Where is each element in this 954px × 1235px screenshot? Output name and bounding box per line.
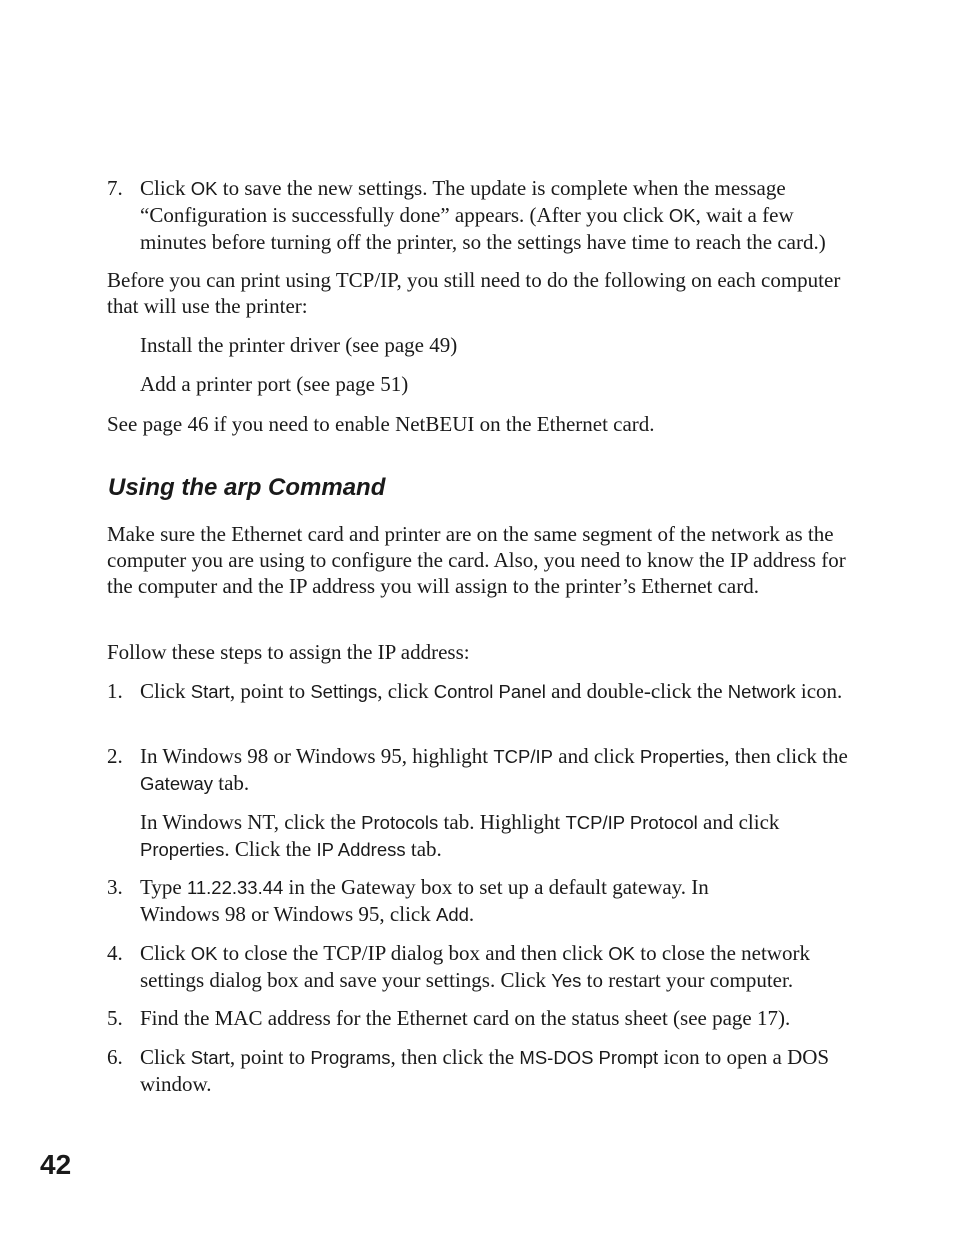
gateway-ip-value: 11.22.33.44 [186,877,284,898]
step-7-text: Click OK to save the new settings. The update is complete when the message “Configuration is successfully done” appears. (After you click OK, wait a few minutes before turning off the printer, so the settings have time to reach the card.) [140,176,826,254]
msdos-prompt-label: MS-DOS Prompt [519,1047,659,1068]
ip-address-label: IP Address [316,839,406,860]
step-2-nt-text: In Windows NT, click the Protocols tab. Highlight TCP/IP Protocol and click Properties. Click the IP Address tab. [140,810,780,861]
step-5-text: Find the MAC address for the Ethernet card on the status sheet (see page 17). [140,1006,791,1030]
start-label: Start [190,1047,230,1068]
netbeui-paragraph: See page 46 if you need to enable NetBEUI on the Ethernet card. [107,412,655,436]
yes-label: Yes [551,970,582,991]
settings-label: Settings [310,681,378,702]
start-label: Start [190,681,230,702]
step-5-number: 5. [107,1006,123,1030]
ok-label: OK [668,205,696,226]
bullet-install-driver: Install the printer driver (see page 49) [140,333,458,357]
gateway-label: Gateway [140,773,214,794]
step-7-number: 7. [107,176,123,200]
properties-label: Properties [639,746,725,767]
step-1-text: Click Start, point to Settings, click Control Panel and double-click the Network icon. [140,679,843,703]
ok-label: OK [608,943,635,964]
follow-paragraph: Follow these steps to assign the IP address: [107,640,470,664]
step-4-number: 4. [107,941,123,965]
intro-paragraph: Make sure the Ethernet card and printer are on the same segment of the network as the computer you are using to configure the card. Also, you need to know the IP address for the computer and the IP address you will assign to the printer’s Ethernet card. [107,522,846,598]
protocols-label: Protocols [361,812,439,833]
step-6-number: 6. [107,1045,123,1069]
step-4-text: Click OK to close the TCP/IP dialog box and then click OK to close the network settings dialog box and save your settings. Click Yes to restart your computer. [140,941,810,992]
programs-label: Programs [310,1047,391,1068]
network-label: Network [727,681,796,702]
properties-label: Properties [140,839,225,860]
page-number: 42 [40,1149,72,1180]
add-label: Add [435,904,469,925]
step-2-text: In Windows 98 or Windows 95, highlight TCP/IP and click Properties, then click the Gateway tab. [140,744,848,795]
step-1-number: 1. [107,679,123,703]
ok-label: OK [190,943,218,964]
tcpip-label: TCP/IP [493,746,553,767]
section-heading: Using the arp Command [108,474,386,501]
before-paragraph: Before you can print using TCP/IP, you still need to do the following on each computer that will use the printer: [107,268,841,318]
step-3-number: 3. [107,875,123,899]
step-2-number: 2. [107,744,123,768]
tcpip-protocol-label: TCP/IP Protocol [565,812,698,833]
bullet-add-port: Add a printer port (see page 51) [140,372,409,396]
step-6-text: Click Start, point to Programs, then click the MS-DOS Prompt icon to open a DOS window. [140,1045,830,1096]
step-3-text: Type 11.22.33.44 in the Gateway box to set up a default gateway. In Windows 98 or Windows 95, click Add. [140,875,709,926]
control-panel-label: Control Panel [433,681,546,702]
ok-label: OK [190,178,218,199]
